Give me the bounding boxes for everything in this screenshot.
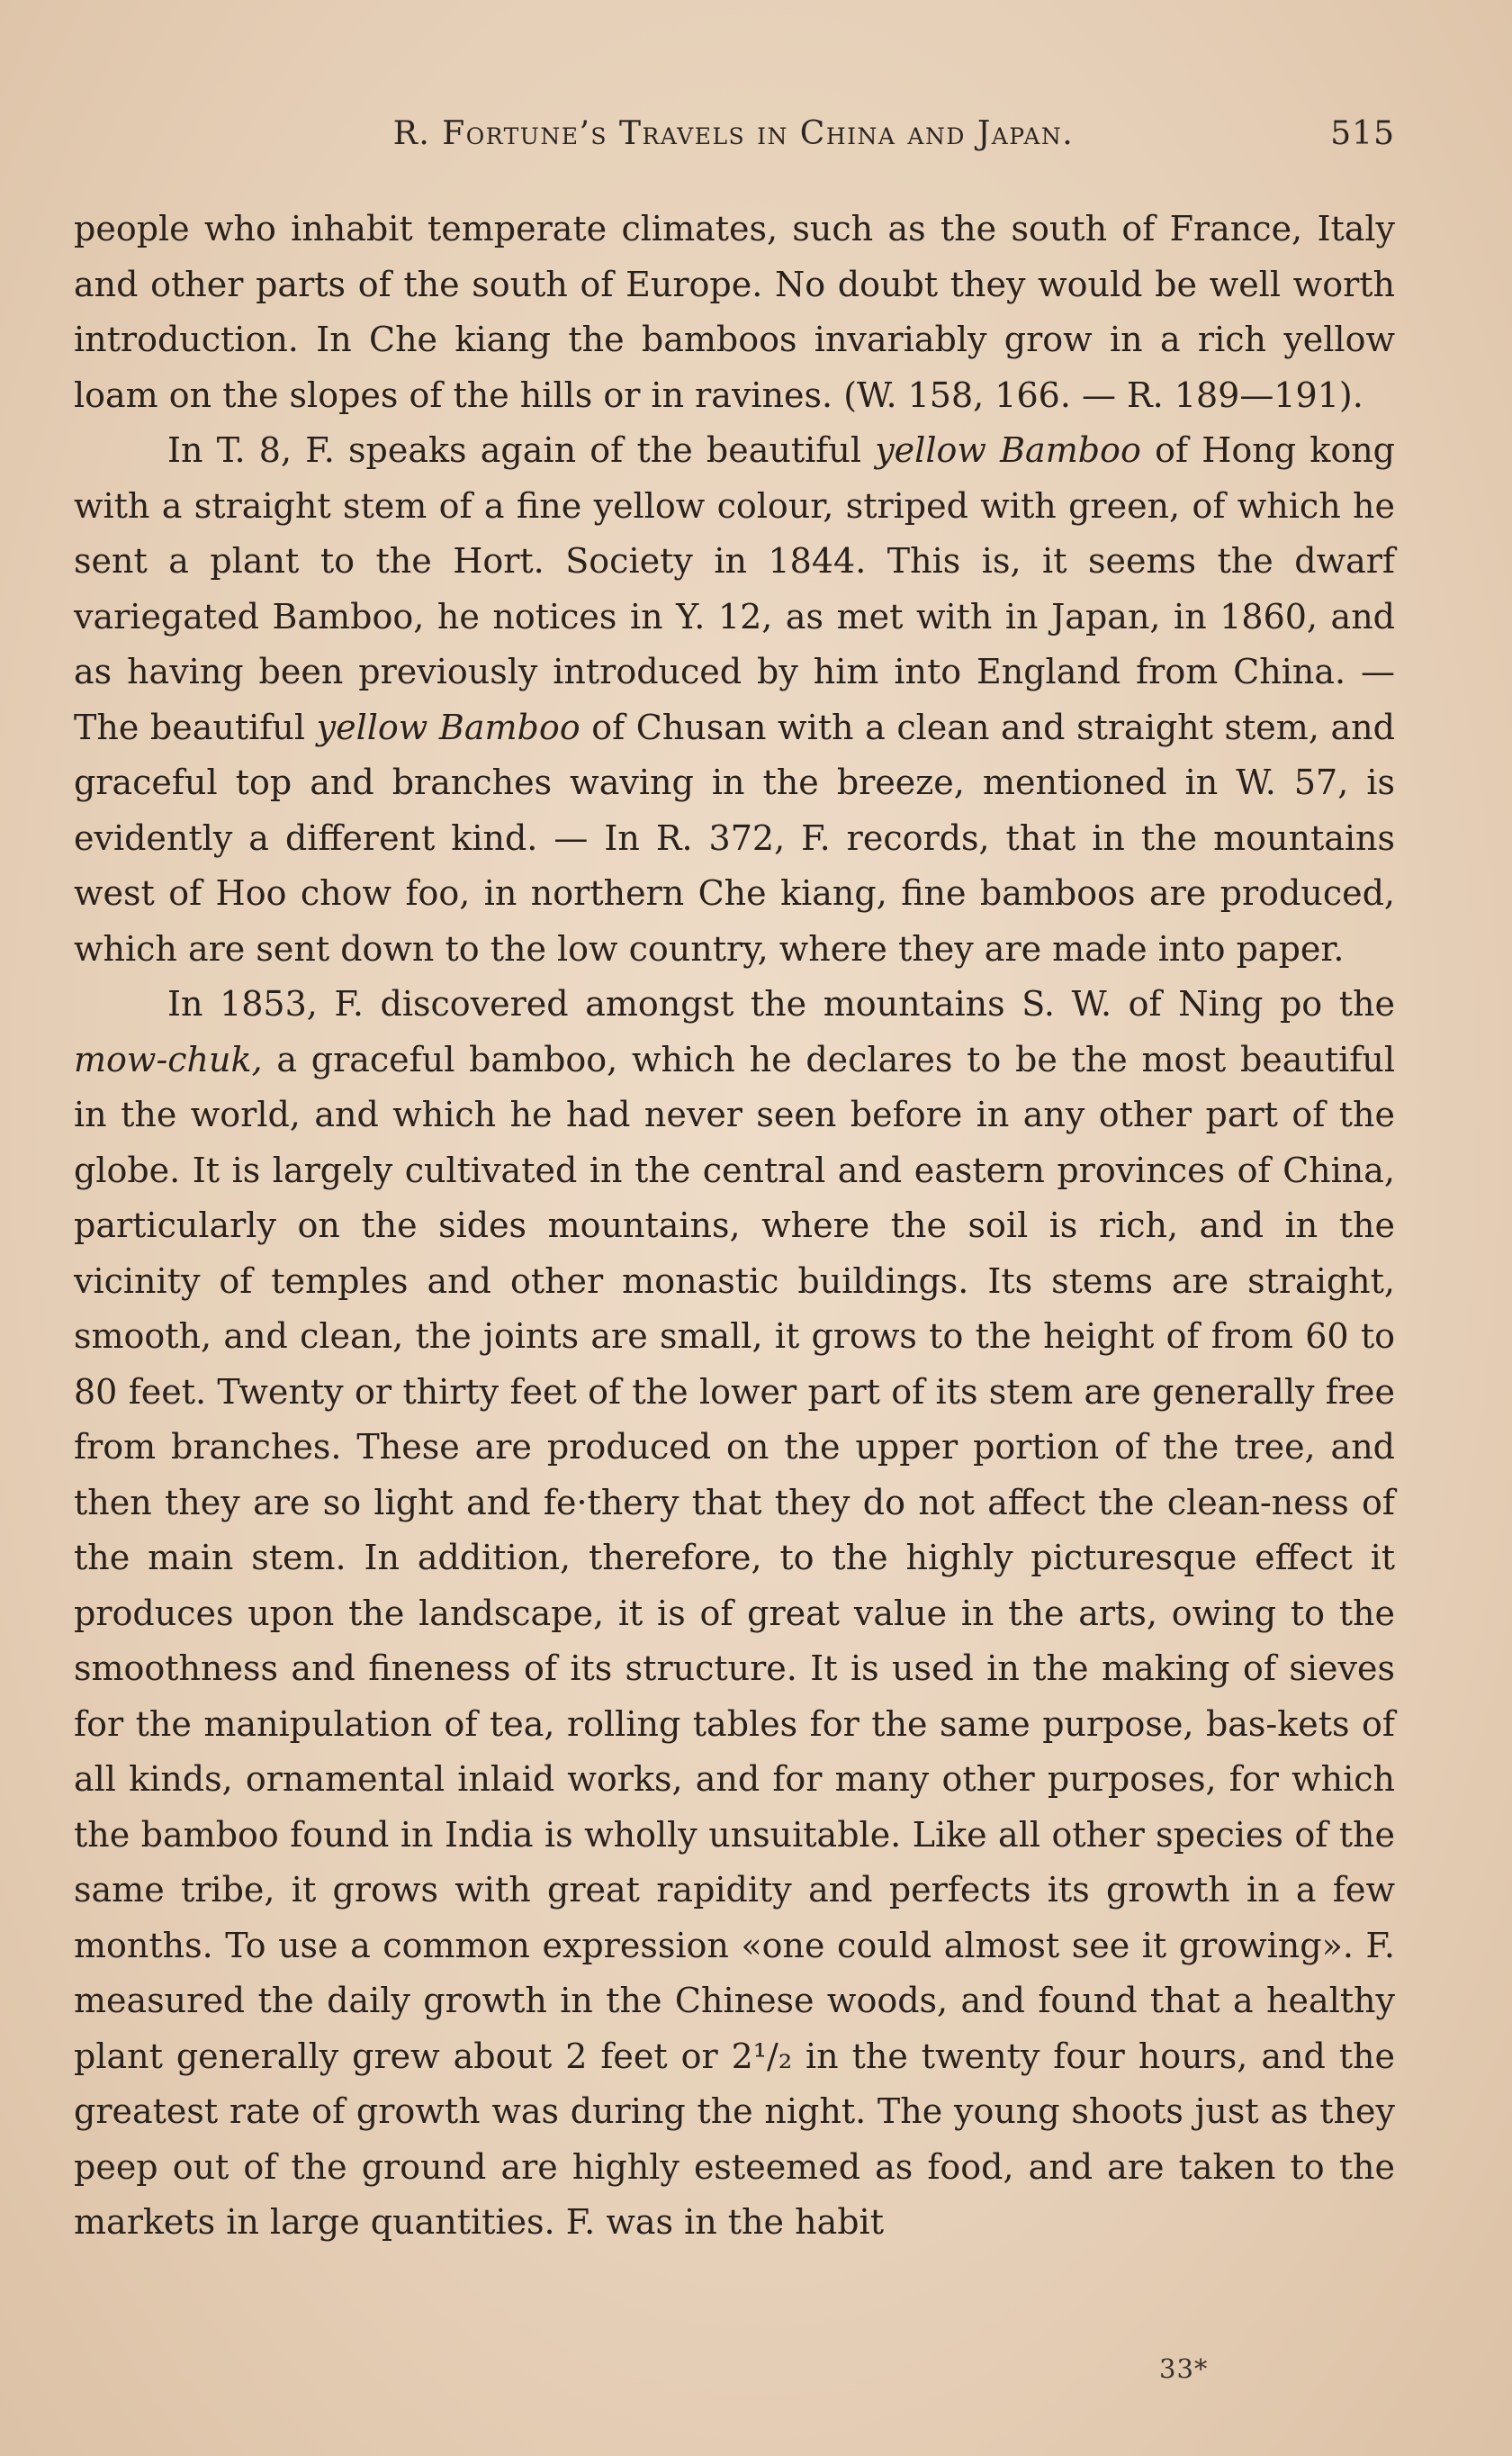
paragraph-2-italic-yellow-bamboo-2: yellow Bamboo: [316, 707, 580, 747]
running-head: [72, 115, 1395, 160]
paragraph-3-italic-mow-chuk: mow-chuk,: [74, 1039, 263, 1079]
paragraph-2-italic-yellow-bamboo-1: yellow Bamboo: [875, 430, 1141, 470]
paragraph-2: [74, 423, 1395, 977]
paragraph-2-text-e: of Chusan with a clean and straight stem, and graceful top and branches waving in the breeze, mentioned in W. 57, is evidently a different kind. — In R. 372, F. records, that in the mountains west of Hoo chow foo, in northern Che kiang, fine bamboos are produced, which are sent down to the low country, where they are made into paper.: [74, 707, 1395, 969]
paragraph-1-text: people who inhabit temperate climates, such as the south of France, Italy and other parts of the south of Europe. No doubt they would be well worth introduction. In Che kiang the bamboos invariably grow in a rich yellow loam on the slopes of the hills or in ravines. (W. 158, 166. — R. 189—191).: [74, 209, 1395, 415]
page-number: 515: [1330, 115, 1395, 152]
signature-mark: 33*: [1159, 2353, 1209, 2384]
paragraph-3-text-a: In 1853, F. discovered amongst the mountains S. W. of Ning po the: [167, 984, 1395, 1024]
paragraph-2-text-a: In T. 8, F. speaks again of the beautiful: [167, 430, 876, 470]
paragraph-3-text-c: a graceful bamboo, which he declares to be the most beautiful in the world, and which he had never seen before in any other part of the globe. It is largely cultivated in the central and eastern provinces of China, particularly on the sides mountains, where the soil is rich, and in the vicinity of temples and other monastic buildings. Its stems are straight, smooth, and clean, the joints are small, it grows to the height of from 60 to 80 feet. Twenty or thirty feet of the lower part of its stem are generally free from branches. These are produced on the upper portion of the tree, and then they are so light and fe·thery that they do not affect the clean-ness of the main stem. In addition, therefore, to the highly picturesque effect it produces upon the landscape, it is of great value in the arts, owing to the smoothness and fineness of its structure. It is used in the making of sieves for the manipulation of tea, rolling tables for the same purpose, bas-kets of all kinds, ornamental inlaid works, and for many other purposes, for which the bamboo found in India is wholly unsuitable. Like all other species of the same tribe, it grows with great rapidity and perfects its growth in a few months. To use a common expression «one could almost see it growing». F. measured the daily growth in the Chinese woods, and found that a healthy plant generally grew about 2 feet or 2¹/₂ in the twenty four hours, and the greatest rate of growth was during the night. The young shoots just as they peep out of the ground are highly esteemed as food, and are taken to the markets in large quantities. F. was in the habit: [74, 1039, 1395, 2242]
paragraph-2-text-c: of Hong kong with a straight stem of a fine yellow colour, striped with green, of which he sent a plant to the Hort. Society in 1844. This is, it seems the dwarf variegated Bamboo, he notices in Y. 12, as met with in Japan, in 1860, and as having been previously introduced by him into England from China. — The beautiful: [74, 430, 1395, 747]
body-text: [74, 202, 1395, 2251]
paragraph-1: [74, 202, 1395, 423]
running-title: R. Fortune’s Travels in China and Japan.: [392, 115, 1075, 152]
paragraph-3: [74, 977, 1395, 2251]
